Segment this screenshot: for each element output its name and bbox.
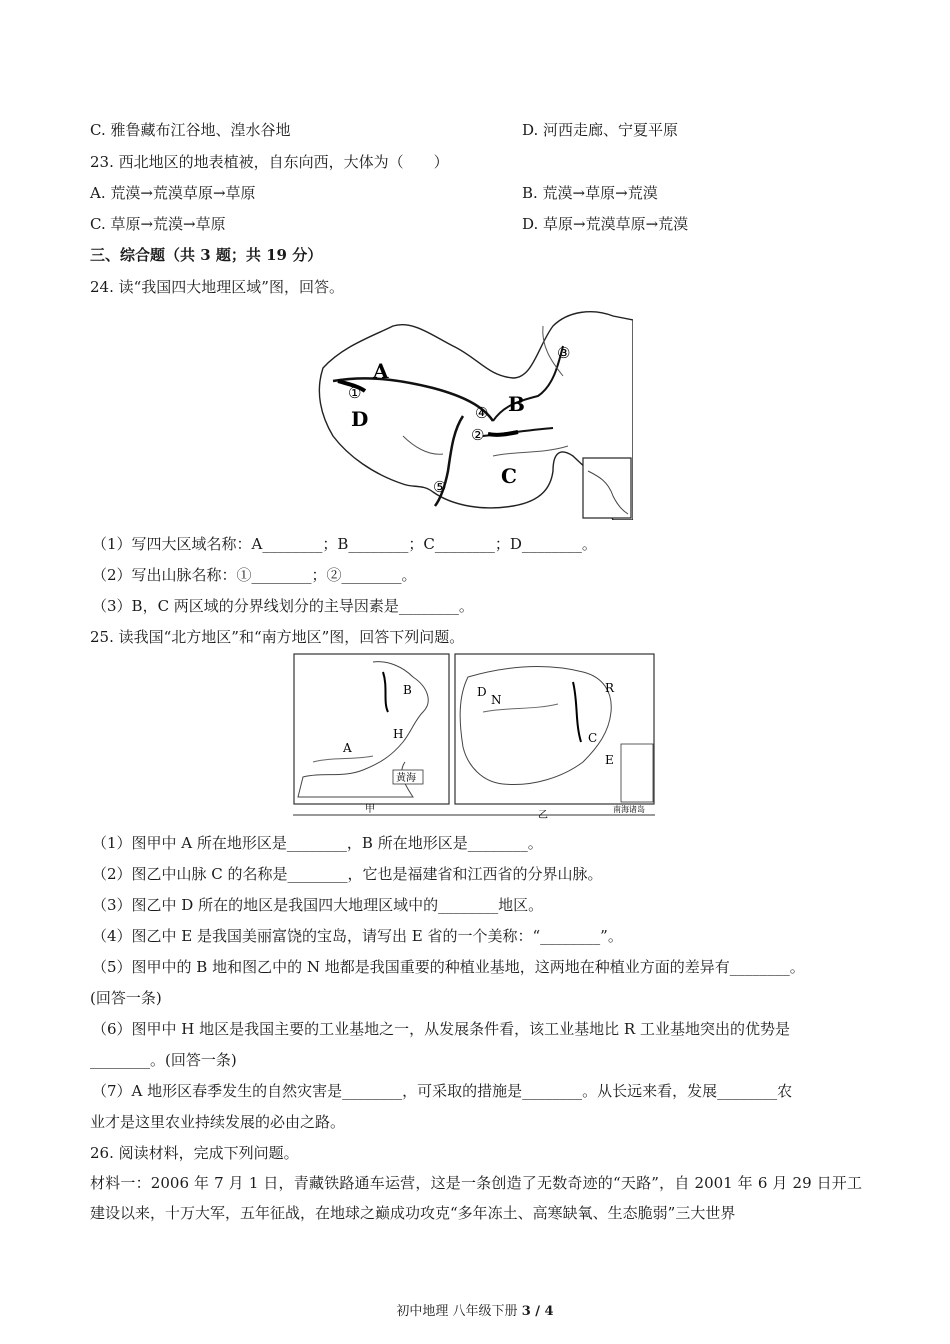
q25-part-6: （6）图甲中 H 地区是我国主要的工业基地之一，从发展条件看，该工业基地比 R 工业基地突出的优势是 — [92, 1020, 790, 1038]
q25-part-6-cont: ________。(回答一条) — [90, 1051, 237, 1069]
map1-marker-1: ① — [348, 384, 362, 402]
footer-page-number: 3 / 4 — [521, 1304, 554, 1319]
q25-part-7-cont: 业才是这里农业持续发展的必由之路。 — [90, 1113, 346, 1131]
q24-part-2: （2）写出山脉名称：①________；②________。 — [92, 566, 417, 584]
map2-caption-jia: 甲 — [365, 804, 375, 815]
q25-part-5: （5）图甲中的 B 地和图乙中的 N 地都是我国重要的种植业基地，这两地在种植业方面的差异有________。 — [92, 958, 805, 976]
map1-marker-3: ③ — [557, 344, 571, 362]
map1-label-c: C — [501, 464, 517, 488]
q23-option-b: B. 荒漠→草原→荒漠 — [522, 184, 658, 202]
map2-label-e: E — [605, 753, 614, 767]
map1-marker-5: ⑤ — [433, 478, 447, 496]
map2-huanghai-label: 黄海 — [396, 773, 416, 784]
q22-option-d: D. 河西走廊、宁夏平原 — [522, 121, 679, 139]
map2-label-r: R — [605, 681, 615, 695]
q23-stem: 23. 西北地区的地表植被，自东向西，大体为（ ） — [90, 153, 449, 171]
q26-stem: 26. 阅读材料，完成下列问题。 — [90, 1144, 299, 1162]
q25-part-4: （4）图乙中 E 是我国美丽富饶的宝岛，请写出 E 省的一个美称：“________”。 — [92, 927, 623, 945]
footer-title: 初中地理 八年级下册 — [396, 1304, 522, 1319]
map2-caption-yi: 乙 — [538, 810, 548, 821]
q25-part-5-note: (回答一条) — [90, 989, 162, 1007]
map2-label-c: C — [588, 731, 598, 745]
map2-nanhai-label: 南海诸岛 — [613, 805, 645, 814]
map1-marker-4: ④ — [475, 404, 489, 422]
q23-option-a: A. 荒漠→荒漠草原→草原 — [90, 184, 256, 202]
q25-part-1: （1）图甲中 A 所在地形区是________，B 所在地形区是________。 — [92, 834, 543, 852]
q25-stem: 25. 读我国“北方地区”和“南方地区”图，回答下列问题。 — [90, 628, 465, 646]
q24-part-1: （1）写四大区域名称：A________；B________；C________；D________。 — [92, 535, 597, 553]
map1-label-a: A — [373, 359, 389, 383]
section-3-heading: 三、综合题（共 3 题；共 19 分） — [90, 246, 323, 264]
map2-label-n: N — [491, 693, 502, 707]
map2-label-h: H — [393, 727, 404, 741]
q24-part-3: （3）B，C 两区域的分界线划分的主导因素是________。 — [92, 597, 474, 615]
map1-label-d: D — [351, 407, 369, 431]
four-regions-map — [313, 306, 633, 520]
q25-part-2: （2）图乙中山脉 C 的名称是________，它也是福建省和江西省的分界山脉。 — [92, 865, 603, 883]
map2-label-d: D — [477, 685, 487, 699]
map1-label-b: B — [508, 392, 525, 416]
north-south-map — [293, 652, 655, 822]
q22-option-c: C. 雅鲁藏布江谷地、湟水谷地 — [90, 121, 291, 139]
q26-material-1: 材料一：2006 年 7 月 1 日，青藏铁路通车运营，这是一条创造了无数奇迹的“天路”，自 2001 年 6 月 29 日开工建设以来，十万大军，五年征战，在地球之巅成功攻克“多年冻土、高寒缺氧、生态脆弱”三大世界 — [90, 1174, 862, 1222]
q25-part-3: （3）图乙中 D 所在的地区是我国四大地理区域中的________地区。 — [92, 896, 544, 914]
q24-stem: 24. 读“我国四大地理区域”图，回答。 — [90, 278, 344, 296]
q25-part-7: （7）A 地形区春季发生的自然灾害是________，可采取的措施是________。从长远来看，发展________农 — [92, 1082, 793, 1100]
map1-marker-2: ② — [471, 426, 485, 444]
q23-option-c: C. 草原→荒漠→草原 — [90, 215, 226, 233]
map2-label-a: A — [343, 741, 352, 755]
q23-option-d: D. 草原→荒漠草原→荒漠 — [522, 215, 689, 233]
page-footer — [0, 1300, 950, 1319]
map2-label-b: B — [403, 683, 412, 697]
